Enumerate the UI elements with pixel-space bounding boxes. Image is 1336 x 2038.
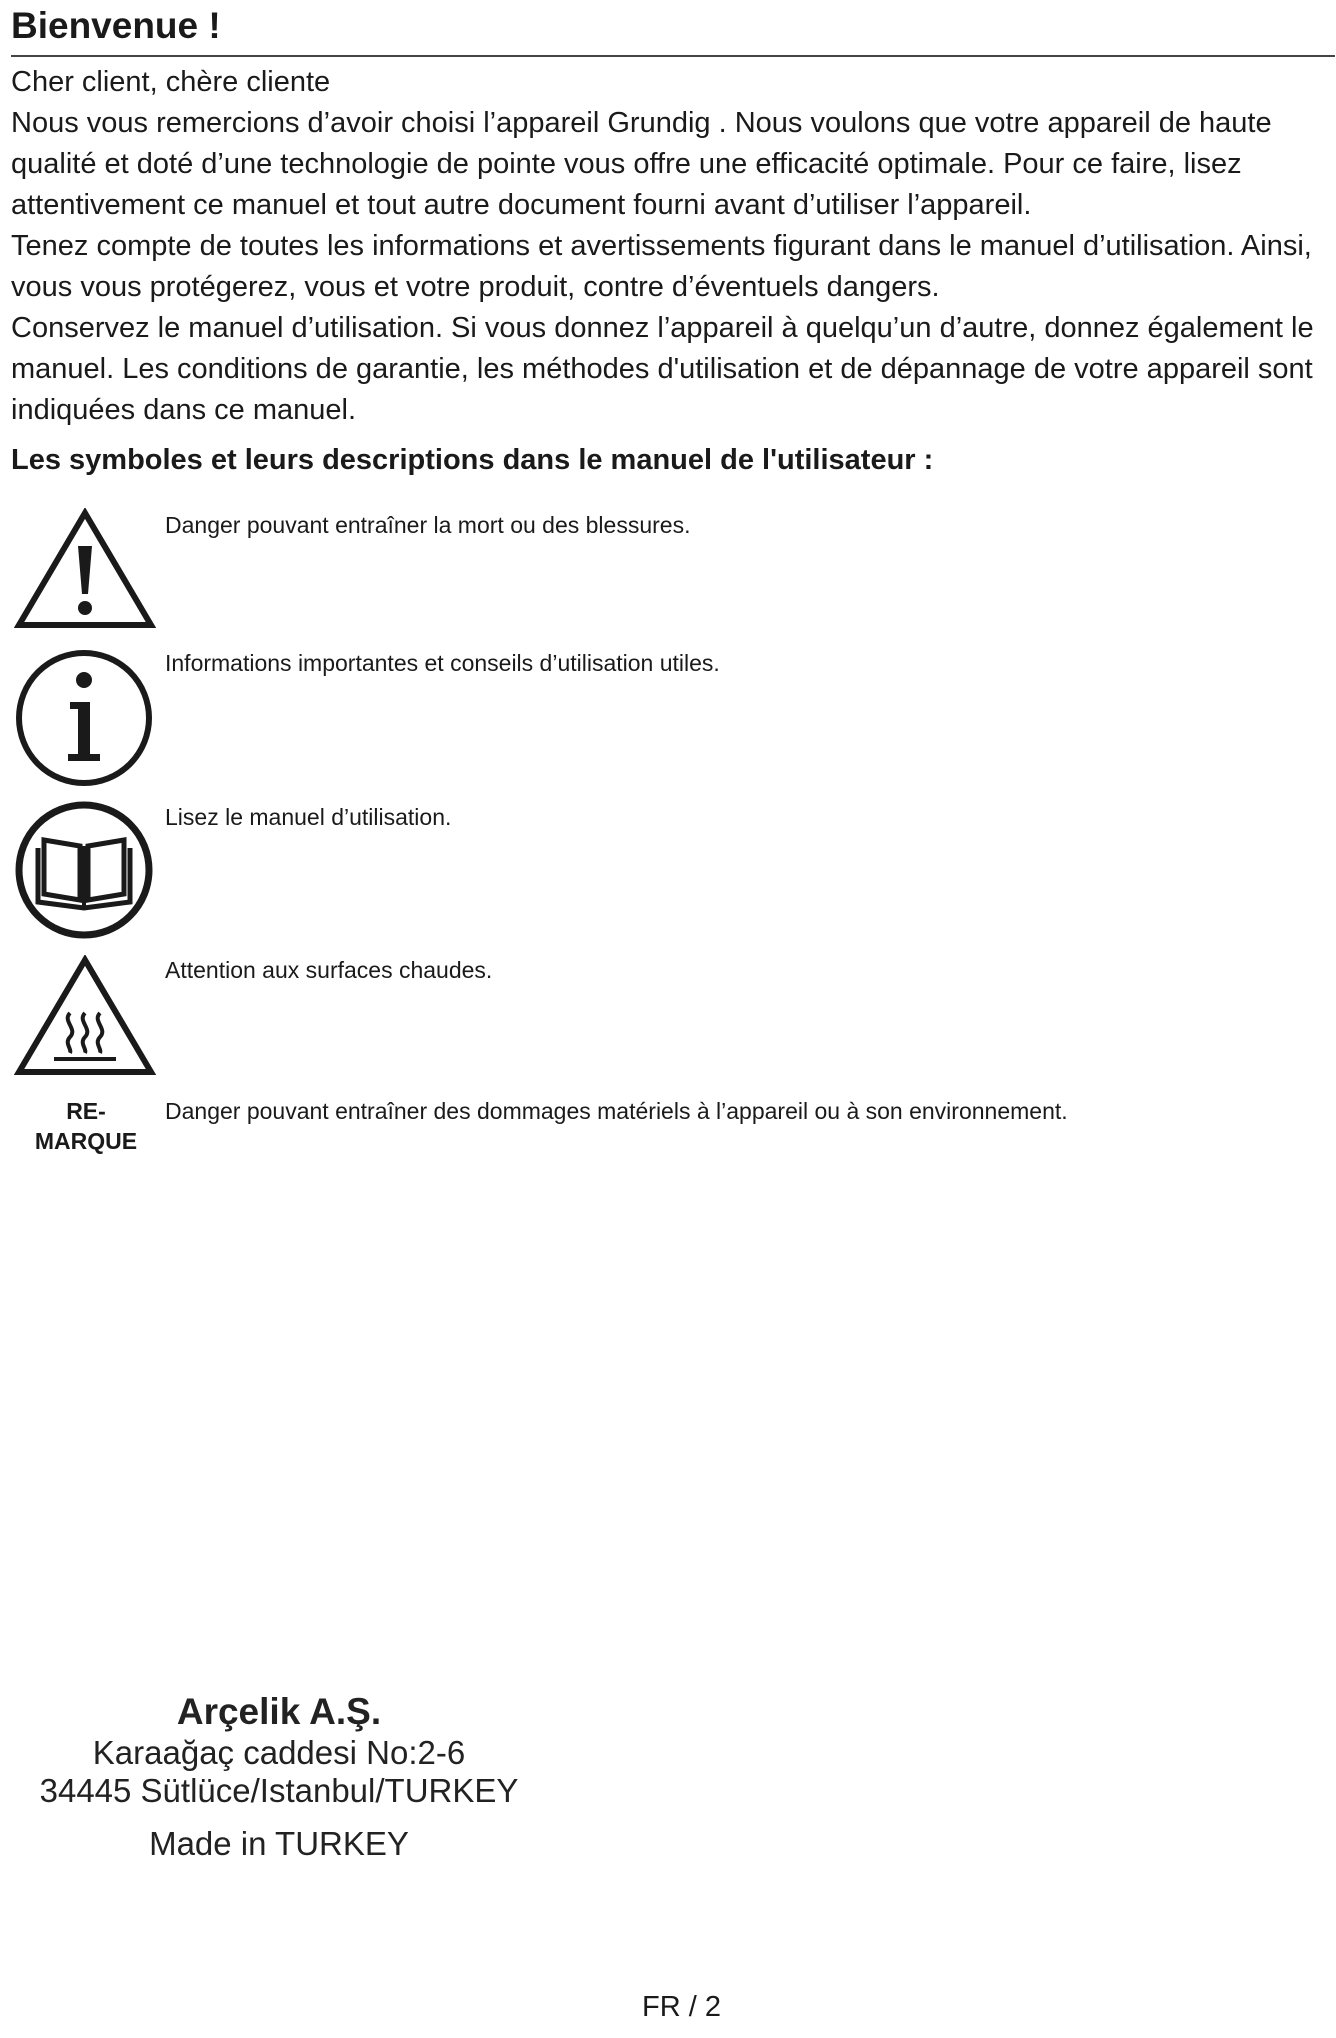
page-title: Bienvenue ! bbox=[11, 5, 221, 46]
intro-paragraph: Conservez le manuel d’utilisation. Si vous donnez l’appareil à quelqu’un d’autre, donnez également le manuel. Les conditions de garantie, les méthodes d'utilisation et de dépannage de votre appareil sont indiquées dans ce manuel. bbox=[11, 312, 1314, 426]
symbol-description: Attention aux surfaces chaudes. bbox=[165, 957, 493, 983]
remark-label bbox=[14, 1096, 158, 1156]
symbol-description: Danger pouvant entraîner la mort ou des blessures. bbox=[165, 512, 691, 538]
symbol-description: Danger pouvant entraîner des dommages matériels à l’appareil ou à son environnement. bbox=[165, 1098, 1068, 1124]
company-name: Arçelik A.Ş. bbox=[176, 1691, 382, 1732]
manufacturer-address bbox=[14, 1690, 544, 1864]
warning-triangle-icon bbox=[14, 508, 156, 630]
symbols-heading: Les symboles et leurs descriptions dans le manuel de l'utilisateur : bbox=[11, 444, 934, 476]
hot-surface-icon bbox=[14, 955, 156, 1080]
info-circle-icon bbox=[14, 648, 156, 788]
country-of-origin: Made in TURKEY bbox=[149, 1825, 409, 1862]
greeting: Cher client, chère cliente bbox=[11, 66, 331, 98]
page-number: FR / 2 bbox=[642, 1991, 721, 2023]
remark-label-line: RE- bbox=[66, 1098, 106, 1124]
intro-paragraph: Nous vous remercions d’avoir choisi l’appareil Grundig . Nous voulons que votre appareil de haute qualité et doté d’une technologie de pointe vous offre une efficacité optimale. Pour ce faire, lisez attentivement ce manuel et tout autre document fourni avant d’utiliser l’appareil. bbox=[11, 107, 1272, 221]
intro-paragraph: Tenez compte de toutes les informations et avertissements figurant dans le manuel d’utilisation. Ainsi, vous vous protégerez, vous et votre produit, contre d’éventuels dangers. bbox=[11, 230, 1312, 303]
symbol-description: Lisez le manuel d’utilisation. bbox=[165, 804, 452, 830]
read-manual-book-icon bbox=[14, 800, 156, 940]
intro-text bbox=[11, 62, 1333, 431]
remark-label-line: MARQUE bbox=[34, 1128, 138, 1154]
title-divider bbox=[11, 55, 1335, 57]
symbol-description: Informations importantes et conseils d’utilisation utiles. bbox=[165, 650, 720, 676]
city-address: 34445 Sütlüce/Istanbul/TURKEY bbox=[39, 1772, 519, 1809]
street-address: Karaağaç caddesi No:2-6 bbox=[92, 1734, 466, 1771]
